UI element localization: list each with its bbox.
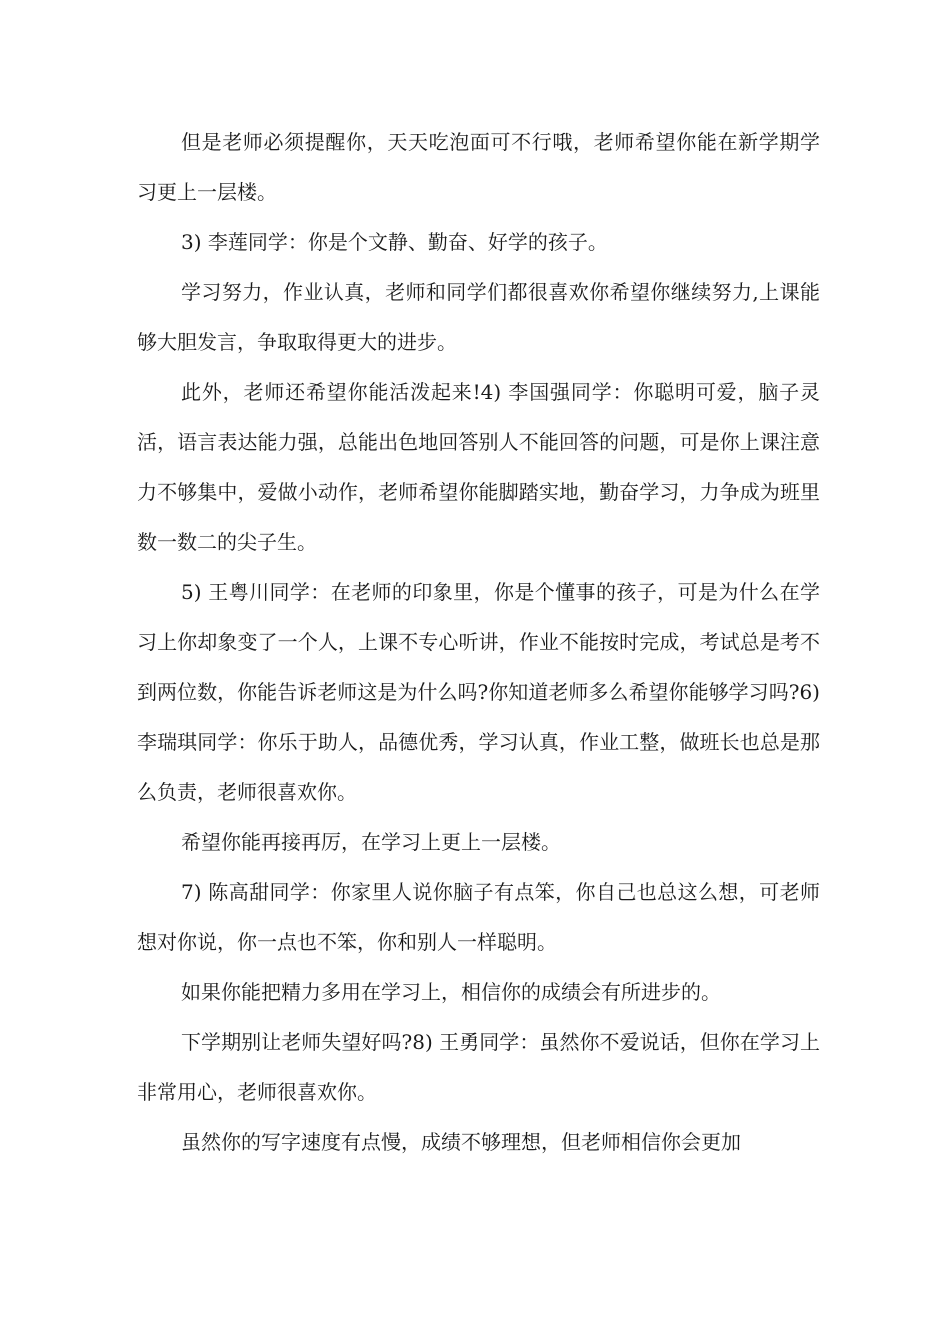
paragraph: 学习努力，作业认真，老师和同学们都很喜欢你希望你继续努力,上课能够大胆发言，争取取得更大的进步。 [137,280,820,354]
paragraph: 此外，老师还希望你能活泼起来!4) 李国强同学：你聪明可爱，脑子灵活，语言表达能力强，总能出色地回答别人不能回答的问题，可是你上课注意力不够集中，爱做小动作，老师希望你能脚踏实地，勤奋学习，力争成为班里数一数二的尖子生。 [137,380,820,554]
paragraph: 如果你能把精力多用在学习上，相信你的成绩会有所进步的。 [181,980,721,1004]
paragraph: 3) 李莲同学：你是个文静、勤奋、好学的孩子。 [181,230,608,254]
paragraph: 下学期别让老师失望好吗?8) 王勇同学：虽然你不爱说话，但你在学习上非常用心，老师很喜欢你。 [137,1030,820,1104]
paragraph: 虽然你的写字速度有点慢，成绩不够理想，但老师相信你会更加 [181,1130,741,1154]
paragraph: 希望你能再接再厉，在学习上更上一层楼。 [181,830,561,854]
paragraph: 但是老师必须提醒你，天天吃泡面可不行哦，老师希望你能在新学期学习更上一层楼。 [137,130,820,204]
paragraph: 5) 王粤川同学：在老师的印象里，你是个懂事的孩子，可是为什么在学习上你却象变了一个人，上课不专心听讲，作业不能按时完成，考试总是考不到两位数，你能告诉老师这是为什么吗?你知道老师多么希望你能够学习吗?6) 李瑞琪同学：你乐于助人，品德优秀，学习认真，作业工整，做班长也总是那么负责，老师很喜欢你。 [137,580,820,804]
document-body [137,117,820,1167]
paragraph: 7) 陈高甜同学：你家里人说你脑子有点笨，你自己也总这么想，可老师想对你说，你一点也不笨，你和别人一样聪明。 [137,880,820,954]
